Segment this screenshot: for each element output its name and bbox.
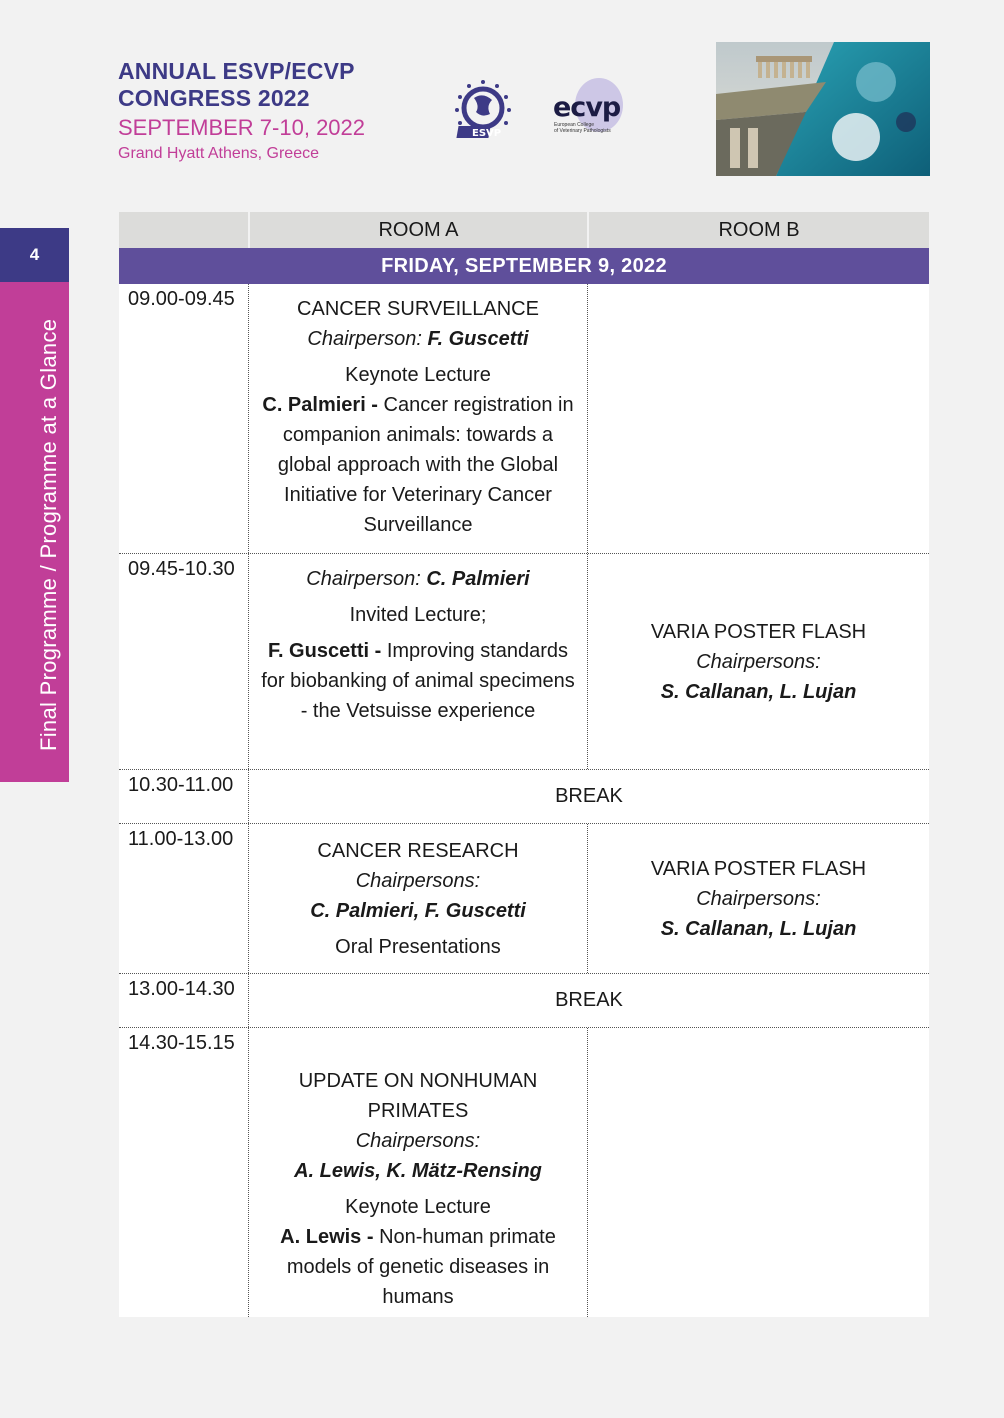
room-header-row — [119, 212, 929, 248]
table-row — [119, 770, 929, 824]
talk-title: Improving standards for biobanking of animal specimens - the Vetsuisse experience — [261, 640, 575, 722]
session-chair — [259, 324, 577, 354]
table-row — [119, 974, 929, 1028]
page-number: 4 — [0, 228, 69, 282]
congress-dates: SEPTEMBER 7-10, 2022 — [118, 115, 366, 140]
session-title: CANCER SURVEILLANCE — [297, 298, 539, 320]
chair-label: Chairpersons: — [696, 650, 821, 673]
session-chair-names — [259, 1156, 577, 1186]
chair-label: Chairperson: — [307, 328, 428, 350]
lecture-detail — [259, 636, 577, 726]
chair-names: F. Guscetti — [427, 328, 529, 350]
chair-names: C. Palmieri — [426, 568, 530, 590]
lecture-type: Keynote Lecture — [345, 1196, 491, 1218]
session-content — [588, 554, 929, 769]
break-label: BREAK — [555, 785, 623, 807]
speaker-name: F. Guscetti - — [267, 640, 387, 662]
chair-names: A. Lewis, K. Mätz-Rensing — [294, 1160, 542, 1182]
room-a-cell — [249, 554, 588, 769]
table-row — [119, 284, 929, 554]
ecvp-logo-subtitle — [554, 122, 611, 134]
room-b-cell — [588, 284, 929, 553]
table-row — [119, 554, 929, 770]
congress-venue: Grand Hyatt Athens, Greece — [118, 145, 319, 162]
chair-names: C. Palmieri, F. Guscetti — [310, 900, 526, 922]
chair-names: S. Callanan, L. Lujan — [660, 917, 857, 940]
ecvp-logo — [553, 78, 625, 138]
congress-header — [118, 58, 365, 165]
lecture-detail — [259, 390, 577, 540]
esvp-logo-icon — [452, 78, 514, 142]
svg-text:ESVP: ESVP — [472, 128, 502, 139]
chair-label: Chairpersons: — [355, 870, 481, 892]
section-side-tab-label: Final Programme / Programme at a Glance — [36, 318, 61, 751]
table-row — [119, 1028, 929, 1317]
chair-label: Chairperson: — [306, 568, 427, 590]
schedule-table — [119, 212, 929, 1317]
session-time: 09.00-09.45 — [119, 284, 249, 553]
ecvp-logo-mark: ecvp — [553, 92, 621, 123]
room-a-header: ROOM A — [250, 212, 589, 248]
talk-title: Cancer registration in companion animals: towards a global approach with the Global Initiative for Veterinary Cancer Surveillance — [277, 394, 574, 536]
talk-title: Non-human primate models of genetic diseases in humans — [286, 1226, 556, 1308]
room-b-cell — [588, 824, 929, 973]
speaker-name: A. Lewis - — [280, 1226, 380, 1248]
session-time: 13.00-14.30 — [119, 974, 249, 1027]
session-note: Oral Presentations — [335, 936, 501, 958]
session-title: CANCER RESEARCH — [317, 840, 519, 862]
session-content — [249, 1028, 587, 1312]
session-title: VARIA POSTER FLASH — [650, 620, 867, 643]
time-header-cell — [119, 212, 250, 248]
athens-hero-image — [716, 42, 930, 176]
session-chair — [651, 884, 866, 914]
session-content — [249, 824, 587, 962]
table-row — [119, 824, 929, 974]
session-chair — [259, 564, 577, 594]
session-content — [249, 284, 587, 540]
day-bar: FRIDAY, SEPTEMBER 9, 2022 — [119, 248, 929, 284]
session-chair-names — [651, 914, 866, 944]
break-label: BREAK — [555, 989, 623, 1011]
session-title: VARIA POSTER FLASH — [650, 857, 867, 880]
room-a-cell — [249, 284, 588, 553]
session-time: 14.30-15.15 — [119, 1028, 249, 1317]
room-b-cell — [588, 554, 929, 769]
session-chair — [651, 647, 866, 677]
ecvp-subtitle-line1: European College — [554, 122, 595, 128]
chair-label: Chairpersons: — [355, 1130, 481, 1152]
session-chair-names — [259, 896, 577, 926]
speaker-name: C. Palmieri - — [262, 394, 384, 416]
session-time: 09.45-10.30 — [119, 554, 249, 769]
room-b-cell — [588, 1028, 929, 1317]
chair-names: S. Callanan, L. Lujan — [660, 680, 857, 703]
lecture-type: Invited Lecture; — [349, 604, 487, 626]
session-chair — [259, 866, 577, 896]
lecture-type: Keynote Lecture — [345, 364, 491, 386]
congress-title-line1: ANNUAL ESVP/ECVP — [118, 58, 355, 84]
session-time: 11.00-13.00 — [119, 824, 249, 973]
room-a-cell — [249, 1028, 588, 1317]
session-title: UPDATE ON NONHUMAN PRIMATES — [298, 1070, 538, 1122]
room-a-cell — [249, 824, 588, 973]
session-chair — [259, 1126, 577, 1156]
lecture-detail — [259, 1222, 577, 1312]
chair-label: Chairpersons: — [696, 887, 821, 910]
session-content — [249, 554, 587, 726]
ecvp-subtitle-line2: of Veterinary Pathologists — [554, 128, 611, 134]
room-b-header: ROOM B — [718, 218, 800, 241]
session-time: 10.30-11.00 — [119, 770, 249, 823]
session-content — [588, 824, 929, 973]
session-chair-names — [651, 677, 866, 707]
congress-title-line2: CONGRESS 2022 — [118, 85, 310, 111]
